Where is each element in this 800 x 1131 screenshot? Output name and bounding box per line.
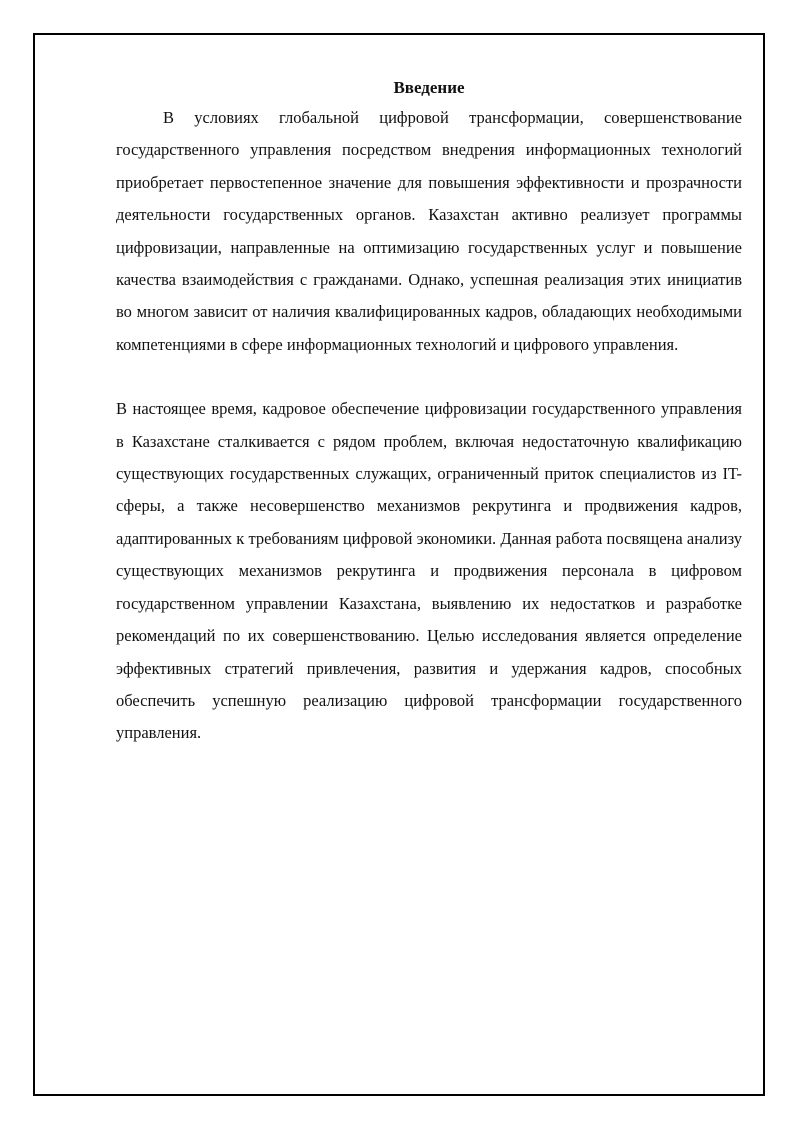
document-heading: Введение [393, 78, 465, 97]
document-body [116, 76, 742, 750]
paragraph-current-state: В настоящее время, кадровое обеспечение цифровизации государственного управления в Казахстане сталкивается с рядом проблем, включая недостаточную квалификацию существующих государственных служащих, ограниченный приток специалистов из IT-сферы, а также несовершенство механизмов рекрутинга и продвижения кадров, адаптированных к требованиям цифровой экономики. Данная работа посвящена анализу существующих механизмов рекрутинга и продвижения персонала в цифровом государственном управлении Казахстана, выявлению их недостатков и разработке рекомендаций по их совершенствованию. Целью исследования является определение эффективных стратегий привлечения, развития и удержания кадров, способных обеспечить успешную реализацию цифровой трансформации государственного управления. [116, 399, 742, 743]
paragraph-intro: В условиях глобальной цифровой трансформации, совершенствование государственного управления посредством внедрения информационных технологий приобретает первостепенное значение для повышения эффективности и прозрачности деятельности государственных органов. Казахстан активно реализует программы цифровизации, направленные на оптимизацию государственных услуг и повышение качества взаимодействия с гражданами. Однако, успешная реализация этих инициатив во многом зависит от наличия квалифицированных кадров, обладающих необходимыми компетенциями в сфере информационных технологий и цифрового управления. [116, 108, 742, 354]
